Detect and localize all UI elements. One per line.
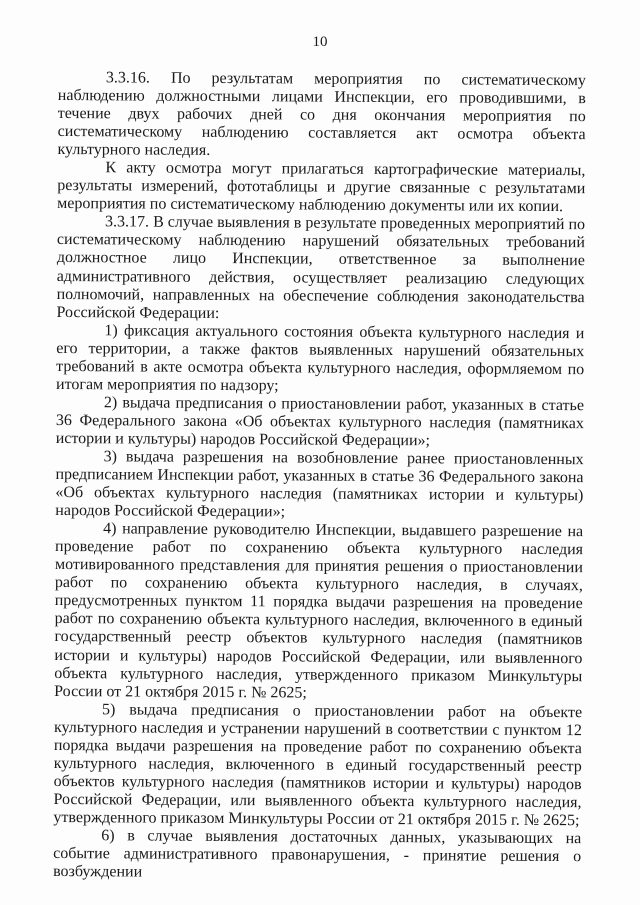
paragraph-3-3-16: 3.3.16. По результатам мероприятия по систематическому наблюдению должностными лицами Инспекции, его проводившими, в течение двух рабочих дней со дня окончания мероприятия по систематическому наблюдению составляется акт осмотра объекта культурного наследия. — [57, 69, 586, 160]
paragraph-inspection-act-attachments: К акту осмотра могут прилагаться картографические материалы, результаты измерений, фототаблицы и другие связанные с результатами мероприятия по систематическому наблюдению документы или их копии. — [57, 159, 586, 216]
list-item-4: 4) направление руководителю Инспекции, выдавшего разрешение на проведение работ по сохранению объекта культурного наследия мотивированного представления для принятия решения о приостановлении работ по сохранению объекта культурного наследия, в случаях, предусмотренных пунктом 11 порядка выдачи разрешения на проведение работ по сохранению объекта культурного наследия, включенного в единый государственный реестр объектов культурного наследия (памятников истории и культуры) народов Российской Федерации, или выявленного объекта культурного наследия, утвержденного приказом Минкультуры России от 21 октября 2015 г. № 2625; — [54, 520, 584, 702]
paragraph-3-3-17: 3.3.17. В случае выявления в результате проведенных мероприятий по систематическому наблюдению нарушений обязательных требований должностное лицо Инспекции, ответственное за выполнение административного действия, осуществляет реализацию следующих полномочий, направленных на обеспечение соблюдения законодательства Российской Федерации: — [56, 213, 586, 322]
list-item-2: 2) выдача предписания о приостановлении работ, указанных в статье 36 Федерального закона «Об объектах культурного наследия (памятниках истории и культуры) народов Российской Федерации»; — [55, 394, 585, 450]
document-body — [53, 69, 586, 884]
list-item-3: 3) выдача разрешения на возобновление ранее приостановленных предписанием Инспекции работ, указанных в статье 36 Федерального закона «Об объектах культурного наследия (памятниках истории и культуры) народов Российской Федерации»; — [55, 448, 584, 521]
list-item-6: 6) в случае выявления достаточных данных, указывающих на событие административного правонарушения, - принятие решения о возбуждении — [53, 827, 582, 881]
page-number: 10 — [312, 34, 328, 50]
list-item-1: 1) фиксация актуального состояния объекта культурного наследия и его территории, а также фактов выявленных нарушений обязательных требований в акте осмотра объекта культурного наследия, оформляемом по итогам мероприятия по надзору; — [56, 321, 585, 395]
list-item-5: 5) выдача предписания о приостановлении работ на объекте культурного наследия и устранении нарушений в соответствии с пунктом 12 порядка выдачи разрешения на проведение работ по сохранению объекта культурного наследия, включенного в единый государственный реестр объектов культурного наследия (памятников истории и культуры) народов Российской Федерации, или выявленного объекта культурного наследия, утвержденного приказом Минкультуры России от 21 октября 2015 г. № 2625; — [53, 700, 583, 830]
